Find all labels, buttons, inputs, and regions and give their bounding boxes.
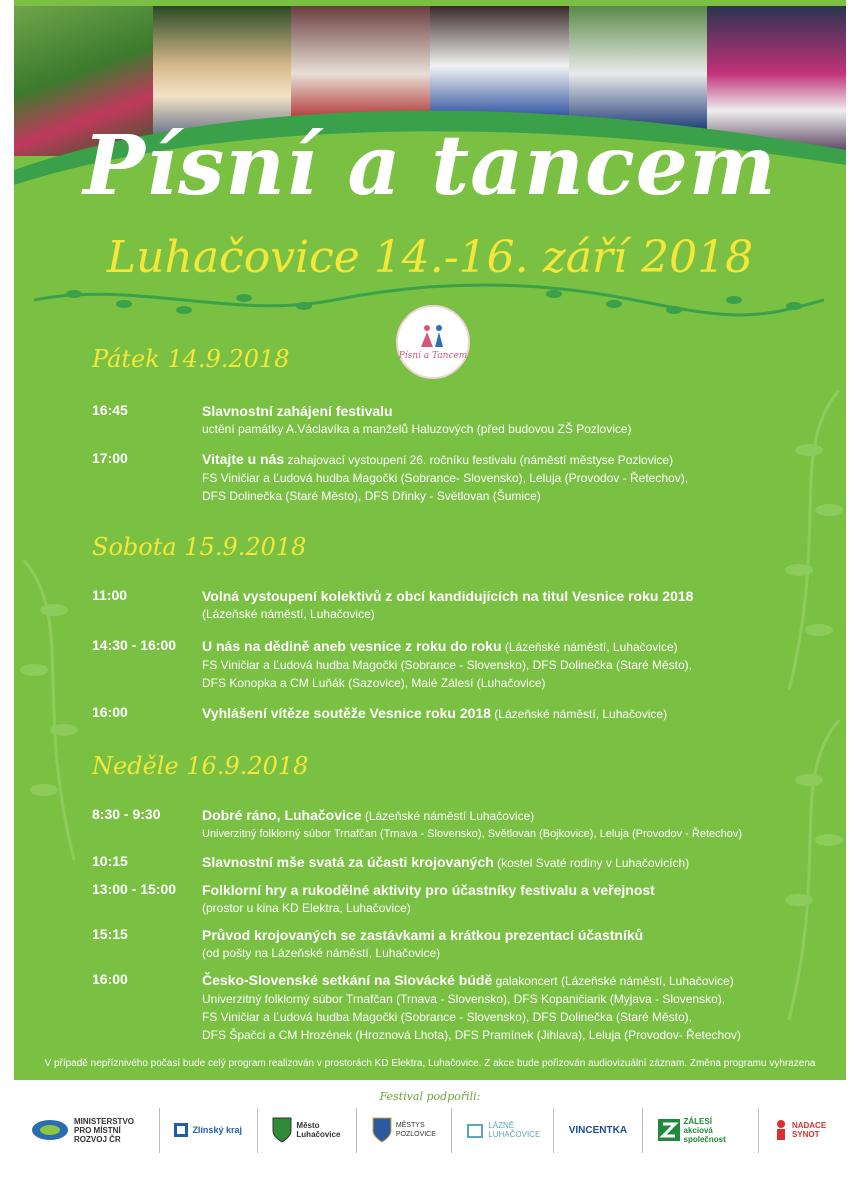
event-title: Vitajte u nás (202, 451, 285, 467)
event-title-detail: zahajovací vystoupení 26. ročníku festivalu (náměstí městyse Pozlovice) (284, 453, 674, 467)
event-title-detail: (Lázeňské náměstí, Luhačovice) (501, 640, 678, 654)
separator (451, 1108, 452, 1153)
event-title-detail: (Lázeňské náměstí Luhačovice) (361, 809, 535, 823)
separator (159, 1108, 160, 1153)
festival-logo-text: Písní a Tancem (398, 351, 468, 361)
event-title: Slavnostní mše svatá za účasti krojovaných (202, 854, 494, 870)
leaf-decoration-icon (14, 560, 104, 860)
event-title: Česko-Slovenské setkání na Slovácké búdě (202, 972, 493, 988)
zalesi-logo-icon (658, 1119, 680, 1141)
separator (758, 1108, 759, 1153)
event-detail: Univerzitný folklorný súbor Trnafčan (Trnava - Slovensko), Světlovan (Bojkovice), Leluja (Provodov - Řetechov) (202, 828, 743, 840)
event-time: 10:15 (92, 853, 128, 869)
synot-logo-icon (774, 1119, 788, 1141)
sponsor-zalesi (658, 1117, 744, 1144)
sponsor-luhacovice (272, 1117, 341, 1143)
event-detail: FS Viničiar a Ľudová hudba Magočki (Sobrance - Slovensko), DFS Dolinečka (Staré Město), (202, 1010, 693, 1024)
sponsor-name: MĚSTYS POZLOVICE (395, 1122, 436, 1138)
event-title-detail: (kostel Svaté rodiny v Luhačovicích) (493, 856, 690, 870)
poster-subtitle: Luhačovice 14.-16. září 2018 (106, 232, 754, 283)
event-time: 13:00 - 15:00 (92, 881, 177, 897)
event-detail: (od pošty na Lázeňské náměstí, Luhačovice) (202, 946, 441, 960)
sponsor-name: NADACE SYNOT (791, 1121, 827, 1139)
mmr-logo-icon (30, 1118, 70, 1142)
event-title: Průvod krojovaných se zastávkami a krátkou prezentací účastníků (202, 927, 644, 943)
sponsor-lazne (466, 1121, 541, 1139)
sponsor-name: Zlínský kraj (192, 1124, 242, 1135)
event-time: 16:00 (92, 704, 128, 720)
event-detail: FS Viničiar a Ľudová hudba Magočki (Sobrance- Slovensko), Leluja (Provodov - Řetechov), (202, 471, 689, 485)
event-detail: DFS Konopka a CM Luňák (Sazovice), Malé Zálesí (Luhačovice) (202, 676, 546, 690)
event-detail: uctění památky A.Václavíka a manželů Haluzových (před budovou ZŠ Pozlovice) (202, 422, 632, 436)
poster-title: Písní a tancem (83, 118, 777, 214)
pozlovice-crest-icon (372, 1117, 392, 1143)
event-time: 11:00 (92, 587, 128, 603)
weather-notice: V případě nepříznivého počasí bude celý program realizován v prostorách KD Elektra, Luhačovice. Z akce bude pořizován audiovizuální záznam. Změna programu vyhrazena (44, 1058, 816, 1069)
sponsor-name: Město Luhačovice (296, 1121, 341, 1139)
separator (356, 1108, 357, 1153)
event-time: 14:30 - 16:00 (92, 637, 177, 653)
event-detail: Univerzitný folklorný súbor Trnafčan (Trnava - Slovensko), DFS Kopaničiarik (Myjava - Slovensko), (202, 992, 726, 1006)
event-title-detail: galakoncert (Lázeňské náměstí, Luhačovice) (492, 974, 734, 988)
sponsor-synot (774, 1119, 830, 1141)
event-detail: DFS Špačci a CM Hrozének (Hroznová Lhota), DFS Pramínek (Jihlava), Leluja (Provodov- Řetechov) (202, 1028, 741, 1042)
festival-logo (396, 305, 470, 379)
event-title: Folklorní hry a rukodělné aktivity pro účastníky festivalu a veřejnost (202, 882, 655, 898)
spa-logo-icon (466, 1121, 484, 1139)
sponsor-mmr (30, 1117, 144, 1144)
separator (642, 1108, 643, 1153)
separator (553, 1108, 554, 1153)
sponsor-name: ZÁLESÍ akciová společnost (683, 1116, 726, 1144)
supporters-label: Festival podpořili: (379, 1090, 481, 1103)
event-time: 16:00 (92, 971, 128, 987)
event-title: Slavnostní zahájení festivalu (202, 403, 393, 419)
event-detail: FS Viničiar a Ľudová hudba Magočki (Sobrance - Slovensko), DFS Dolinečka (Staré Město), (202, 658, 693, 672)
luhacovice-crest-icon (272, 1117, 292, 1143)
event-time: 17:00 (92, 450, 128, 466)
day-heading-saturday: Sobota 15.9.2018 (92, 533, 307, 561)
sponsor-name: LÁZNĚ LUHAČOVICE (488, 1121, 541, 1139)
sponsor-name: MINISTERSTVO PRO MÍSTNÍ ROZVOJ ČR (74, 1116, 135, 1144)
event-detail: (prostor u kina KD Elektra, Luhačovice) (202, 901, 411, 915)
zlin-region-logo-icon (174, 1123, 188, 1137)
sponsor-bar (30, 1105, 830, 1155)
event-title-detail: (Lázeňské náměstí, Luhačovice) (490, 707, 668, 721)
event-title: Volná vystoupení kolektivů z obcí kandidujících na titul Vesnice roku 2018 (202, 588, 694, 604)
event-detail: (Lázeňské náměstí, Luhačovice) (202, 607, 375, 621)
event-time: 16:45 (92, 402, 128, 418)
event-title: U nás na dědině aneb vesnice z roku do roku (202, 638, 502, 654)
day-heading-friday: Pátek 14.9.2018 (92, 345, 290, 373)
event-time: 15:15 (92, 926, 128, 942)
event-title: Vyhlášení vítěze soutěže Vesnice roku 2018 (202, 705, 491, 721)
sponsor-name: VINCENTKA (568, 1124, 628, 1136)
sponsor-vincentka (569, 1126, 627, 1135)
sponsor-pozlovice (372, 1117, 436, 1143)
dancing-couple-icon (417, 323, 449, 349)
event-detail: DFS Dolinečka (Staré Město), DFS Dřinky - Světlovan (Šumice) (202, 489, 541, 503)
event-time: 8:30 - 9:30 (92, 806, 161, 822)
day-heading-sunday: Neděle 16.9.2018 (92, 752, 309, 780)
event-title: Dobré ráno, Luhačovice (202, 807, 362, 823)
sponsor-zlin (174, 1123, 242, 1137)
separator (257, 1108, 258, 1153)
